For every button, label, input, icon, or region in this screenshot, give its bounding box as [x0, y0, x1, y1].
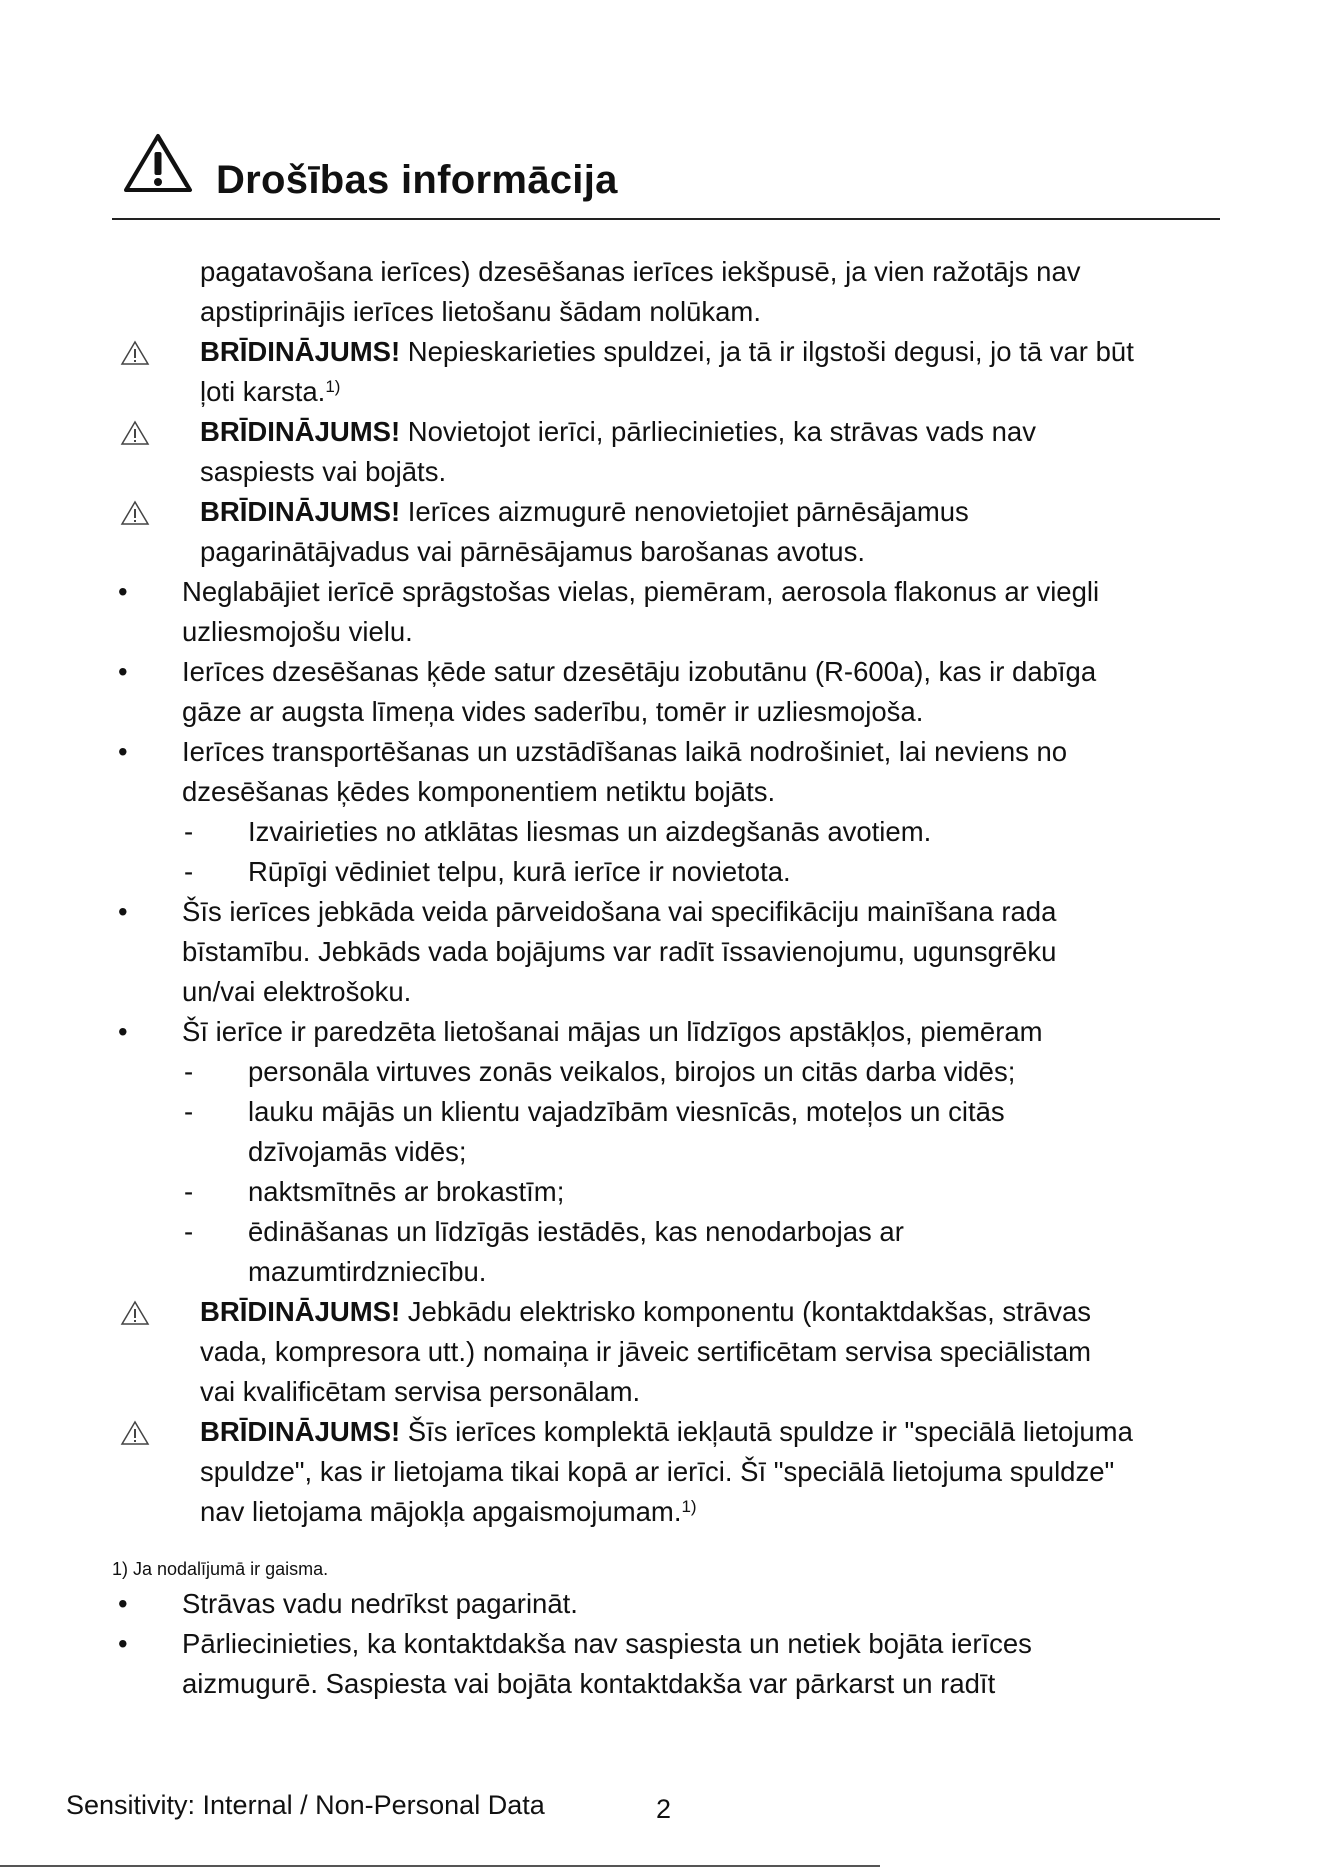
bullet-text: Ierīces transportēšanas un uzstādīšanas laikā nodrošiniet, lai neviens no [182, 736, 1068, 767]
dash-marker: - [184, 856, 194, 887]
dash-marker: - [184, 1096, 194, 1127]
text-line: apstiprinājis ierīces lietošanu šādam nolūkam. [200, 296, 761, 327]
dash-item [112, 1092, 1222, 1132]
footnote-ref: 1) [681, 1497, 697, 1516]
bullet-item [112, 652, 1222, 692]
warning-label: BRĪDINĀJUMS! [200, 336, 401, 367]
bullet-item [112, 1624, 1222, 1664]
page-title: Drošības informācija [216, 158, 618, 202]
warning-text: Šīs ierīces komplektā iekļautā spuldze ir "speciālā lietojuma [400, 1416, 1133, 1447]
warning-triangle-icon [120, 1420, 150, 1446]
text-line: vai kvalificētam servisa personālam. [200, 1376, 641, 1407]
warning-triangle-icon [120, 1300, 150, 1326]
bullet-text: Neglabājiet ierīcē sprāgstošas vielas, piemēram, aerosola flakonus ar viegli [182, 576, 1100, 607]
text-line: spuldze", kas ir lietojama tikai kopā ar ierīci. Šī "speciālā lietojuma spuldze" [200, 1456, 1115, 1487]
warning-triangle-icon [120, 340, 150, 366]
warning-label: BRĪDINĀJUMS! [200, 416, 401, 447]
bullet-marker: • [118, 736, 128, 767]
text-line: gāze ar augsta līmeņa vides saderību, tomēr ir uzliesmojoša. [182, 696, 924, 727]
dash-item [112, 1172, 1222, 1212]
warning-text: Novietojot ierīci, pārliecinieties, ka strāvas vads nav [400, 416, 1036, 447]
page-number: 2 [656, 1794, 672, 1824]
text-line: uzliesmojošu vielu. [182, 616, 413, 647]
bullet-item [112, 1584, 1222, 1624]
dash-text: personāla virtuves zonās veikalos, birojos un citās darba vidēs; [248, 1056, 1016, 1087]
text-line [112, 372, 1222, 412]
bullet-marker: • [118, 1588, 128, 1619]
warning-label: BRĪDINĀJUMS! [200, 1296, 401, 1327]
dash-marker: - [184, 1216, 194, 1247]
bullet-text: Strāvas vadu nedrīkst pagarināt. [182, 1588, 578, 1619]
bullet-text: Šī ierīce ir paredzēta lietošanai mājas un līdzīgos apstākļos, piemēram [182, 1016, 1043, 1047]
warning-triangle-icon [122, 132, 194, 194]
text-line: vada, kompresora utt.) nomaiņa ir jāveic sertificētam servisa speciālistam [200, 1336, 1092, 1367]
dash-text: naktsmītnēs ar brokastīm; [248, 1176, 565, 1207]
text-line: dzesēšanas ķēdes komponentiem netiktu bojāts. [182, 776, 776, 807]
bullet-item [112, 1012, 1222, 1052]
section-header [112, 128, 1220, 220]
dash-item [112, 1052, 1222, 1092]
warning-text: Jebkādu elektrisko komponentu (kontaktdakšas, strāvas [400, 1296, 1092, 1327]
dash-text: lauku mājās un klientu vajadzībām viesnīcās, moteļos un citās [248, 1096, 1005, 1127]
text-line: aizmugurē. Saspiesta vai bojāta kontaktdakša var pārkarst un radīt [182, 1668, 996, 1699]
text-line: pagatavošana ierīces) dzesēšanas ierīces iekšpusē, ja vien ražotājs nav [200, 256, 1081, 287]
dash-text: ēdināšanas un līdzīgās iestādēs, kas nenodarbojas ar [248, 1216, 904, 1247]
dash-marker: - [184, 816, 194, 847]
dash-text: Izvairieties no atklātas liesmas un aizdegšanās avotiem. [248, 816, 932, 847]
bullet-marker: • [118, 1016, 128, 1047]
text-line [112, 1492, 1222, 1532]
bullet-text: Ierīces dzesēšanas ķēde satur dzesētāju izobutānu (R-600a), kas ir dabīga [182, 656, 1097, 687]
warning-item [112, 492, 1222, 532]
dash-marker: - [184, 1056, 194, 1087]
dash-marker: - [184, 1176, 194, 1207]
text-line: mazumtirdzniecību. [248, 1256, 487, 1287]
warning-item [112, 1292, 1222, 1332]
bullet-item [112, 572, 1222, 612]
warning-item [112, 332, 1222, 372]
dash-item [112, 812, 1222, 852]
warning-text: nav lietojama mājokļa apgaismojumam. [200, 1496, 682, 1527]
bullet-marker: • [118, 1628, 128, 1659]
text-line: dzīvojamās vidēs; [248, 1136, 467, 1167]
text-line: saspiests vai bojāts. [200, 456, 447, 487]
bullet-text: Šīs ierīces jebkāda veida pārveidošana vai specifikāciju mainīšana rada [182, 896, 1057, 927]
warning-triangle-icon [120, 420, 150, 446]
dash-item [112, 1212, 1222, 1252]
warning-item [112, 1412, 1222, 1452]
footnote-ref: 1) [325, 377, 341, 396]
warning-triangle-icon [120, 500, 150, 526]
warning-item [112, 412, 1222, 452]
dash-item [112, 852, 1222, 892]
footnote: 1) Ja nodalījumā ir gaisma. [112, 1559, 329, 1579]
bullet-marker: • [118, 896, 128, 927]
text-line: un/vai elektrošoku. [182, 976, 412, 1007]
warning-label: BRĪDINĀJUMS! [200, 1416, 401, 1447]
warning-label: BRĪDINĀJUMS! [200, 496, 401, 527]
sensitivity-label: Sensitivity: Internal / Non-Personal Data [66, 1790, 545, 1820]
warning-text: Nepieskarieties spuldzei, ja tā ir ilgstoši degusi, jo tā var būt [400, 336, 1134, 367]
dash-text: Rūpīgi vēdiniet telpu, kurā ierīce ir novietota. [248, 856, 791, 887]
text-line: pagarinātājvadus vai pārnēsājamus barošanas avotus. [200, 536, 865, 567]
page-bottom-divider [0, 1865, 880, 1867]
bullet-text: Pārliecinieties, ka kontaktdakša nav saspiesta un netiek bojāta ierīces [182, 1628, 1032, 1659]
text-line: bīstamību. Jebkāds vada bojājums var radīt īssavienojumu, ugunsgrēku [182, 936, 1057, 967]
bullet-item [112, 732, 1222, 772]
bullet-marker: • [118, 576, 128, 607]
bullet-marker: • [118, 656, 128, 687]
warning-text: Ierīces aizmugurē nenovietojiet pārnēsājamus [400, 496, 969, 527]
warning-text: ļoti karsta. [200, 376, 326, 407]
document-body [112, 252, 1222, 1704]
bullet-item [112, 892, 1222, 932]
